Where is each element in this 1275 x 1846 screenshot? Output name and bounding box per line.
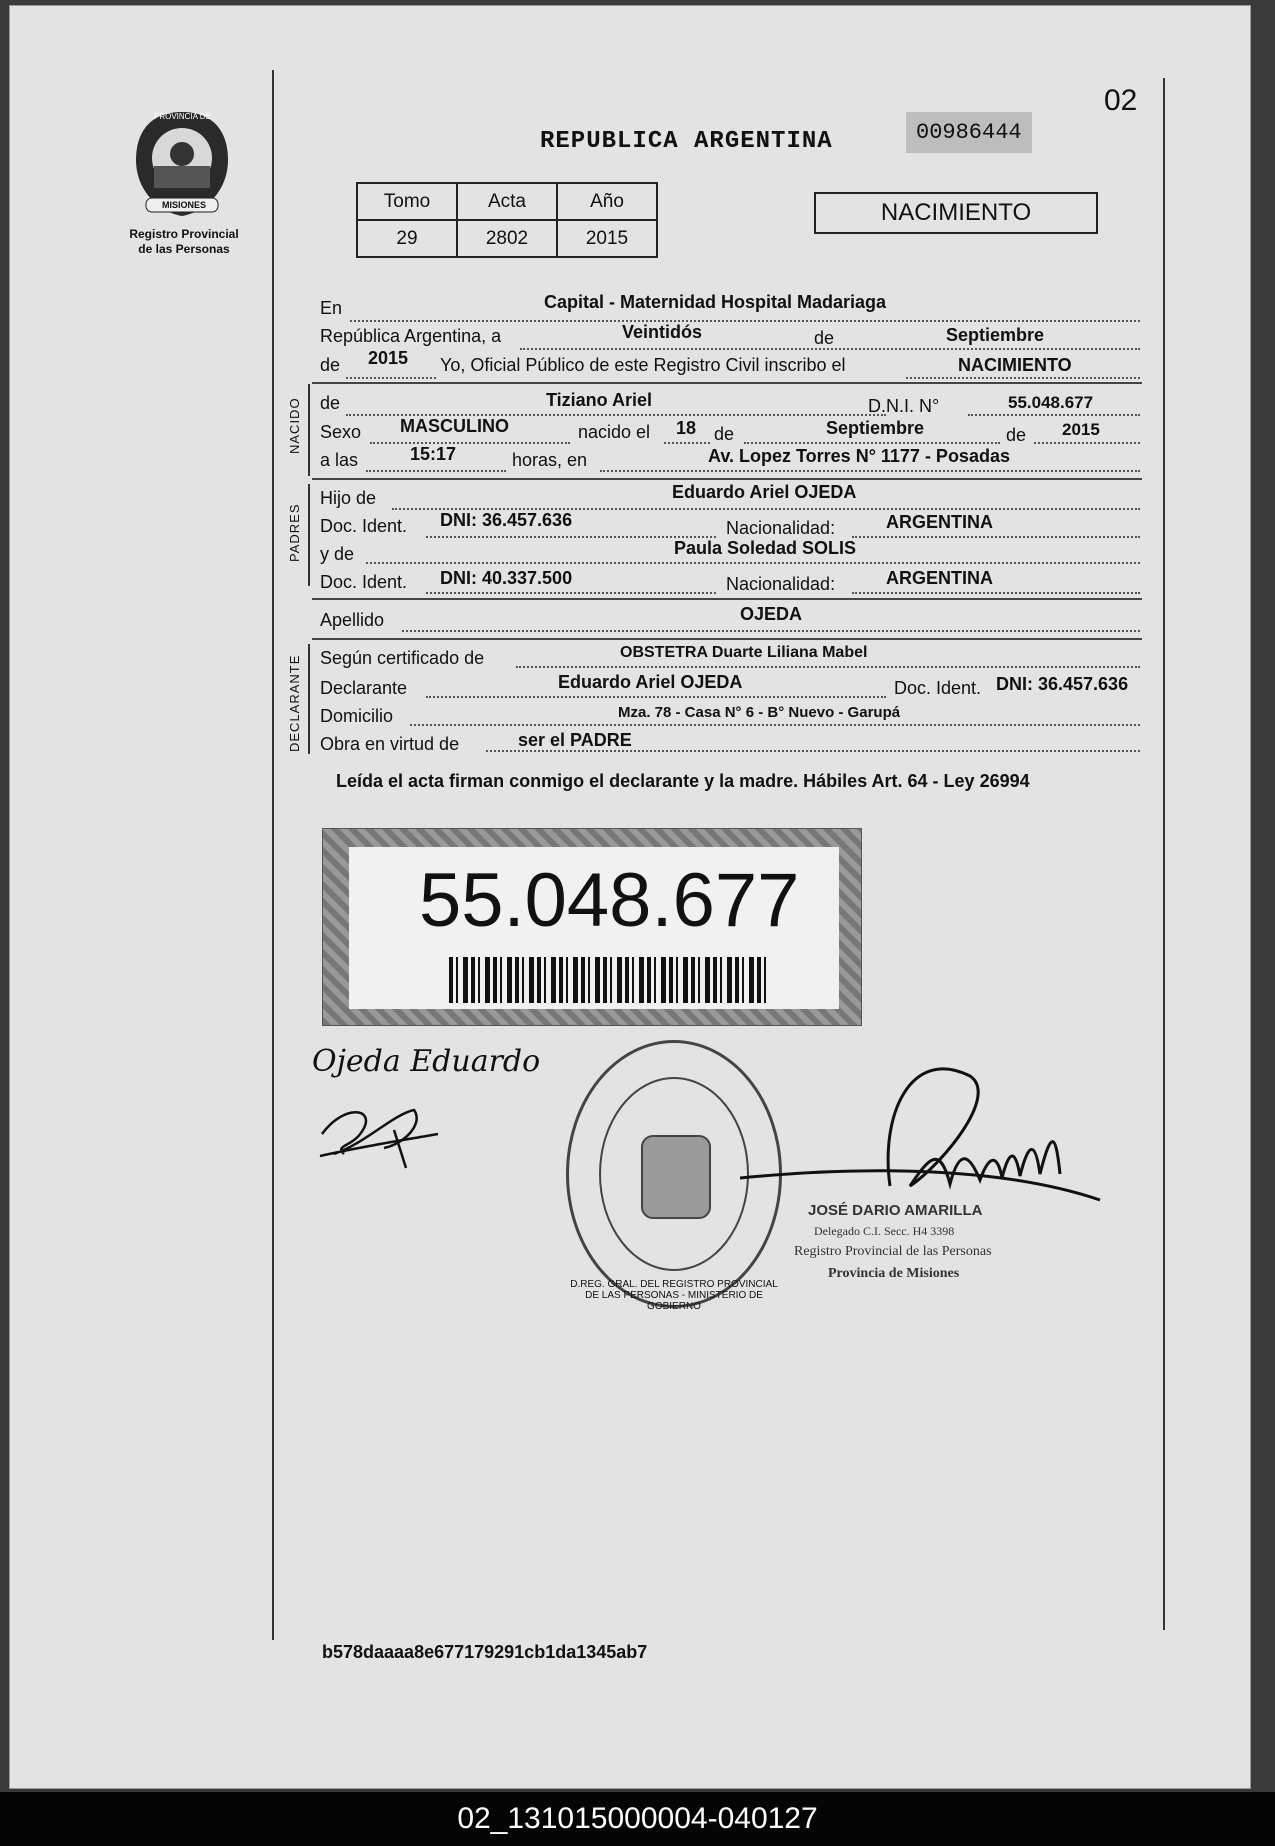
label-domicilio: Domicilio (320, 706, 394, 726)
label-republica: República Argentina, a (320, 326, 502, 346)
section-separator (312, 638, 1142, 640)
label-sexo: Sexo (320, 422, 362, 442)
registry-line-1: Registro Provincial (129, 227, 239, 241)
father-signature: Ojeda Eduardo (312, 1044, 541, 1079)
footer-filename: 02_131015000004-040127 (457, 1802, 818, 1835)
side-label-nacido: NACIDO (287, 397, 302, 454)
dotted-line (600, 470, 1140, 472)
legal-note: Leída el acta firman conmigo el declarante y la madre. Hábiles Art. 64 - Ley 26994 (336, 771, 1030, 791)
sticker-label (349, 847, 839, 1009)
born-address: Av. Lopez Torres N° 1177 - Posadas (708, 446, 1010, 466)
footer-bar (0, 1792, 1275, 1846)
mother-signature (314, 1094, 444, 1179)
label-nacido-el: nacido el (578, 422, 651, 442)
dotted-line (852, 536, 1140, 538)
dotted-line (906, 377, 1140, 379)
dotted-line (852, 592, 1140, 594)
act-day: Veintidós (622, 322, 703, 342)
declarant-certificate: OBSTETRA Duarte Liliana Mabel (620, 644, 868, 661)
side-label-declarante: DECLARANTE (287, 654, 302, 752)
logo-bottom-text: MISIONES (162, 200, 207, 210)
dni-sticker (322, 828, 862, 1026)
province-logo (132, 108, 232, 220)
section-separator (312, 598, 1142, 600)
act-place: Capital - Maternidad Hospital Madariaga (544, 292, 887, 312)
record-table (356, 182, 658, 258)
label-a-las: a las (320, 450, 359, 470)
label-de: de (814, 328, 835, 348)
left-margin-line (272, 70, 274, 1640)
section-bar (308, 384, 310, 476)
section-separator (312, 382, 1142, 384)
registry-label (120, 227, 248, 257)
dotted-line (350, 320, 1140, 322)
dotted-line (410, 724, 1140, 726)
dotted-line (426, 592, 716, 594)
section-bar (308, 644, 310, 754)
label-apellido: Apellido (320, 610, 385, 630)
label-nacionalidad: Nacionalidad: (726, 518, 836, 538)
dotted-line (370, 442, 570, 444)
logo-top-text: PROVINCIA DE (154, 112, 211, 121)
born-name: Tiziano Ariel (546, 390, 653, 410)
dotted-line (402, 630, 1140, 632)
label-de: de (714, 424, 735, 444)
label-de: de (320, 355, 341, 375)
label-de: de (1006, 425, 1027, 445)
mother-nationality: ARGENTINA (886, 568, 993, 588)
official-registry: Registro Provincial de las Personas (794, 1244, 992, 1259)
header-acta: Acta (457, 183, 557, 220)
born-month: Septiembre (826, 418, 925, 438)
header-tomo: Tomo (357, 183, 457, 220)
dotted-line (346, 377, 436, 379)
value-acta: 2802 (457, 220, 557, 257)
mother-name: Paula Soledad SOLIS (674, 538, 857, 558)
declarant-by-virtue: ser el PADRE (518, 730, 632, 750)
seal-emblem (641, 1135, 711, 1219)
document-title: REPUBLICA ARGENTINA (540, 128, 833, 155)
side-label-padres: PADRES (287, 503, 302, 562)
surname: OJEDA (740, 604, 803, 624)
label-doc-ident: Doc. Ident. (320, 516, 408, 536)
born-year: 2015 (1062, 420, 1100, 439)
act-event: NACIMIENTO (958, 355, 1072, 375)
dotted-line (516, 666, 1140, 668)
document-hash: b578daaaa8e677179291cb1da1345ab7 (322, 1642, 648, 1662)
label-hijo-de: Hijo de (320, 488, 377, 508)
dotted-line (744, 442, 1000, 444)
official-name: JOSÉ DARIO AMARILLA (808, 1202, 983, 1219)
label-de: de (320, 393, 341, 413)
dotted-line (366, 562, 1140, 564)
father-name: Eduardo Ariel OJEDA (672, 482, 857, 502)
father-nationality: ARGENTINA (886, 512, 993, 532)
label-dni: D.N.I. N° (868, 396, 940, 416)
value-anio: 2015 (557, 220, 657, 257)
declarant-doc: DNI: 36.457.636 (996, 674, 1129, 694)
section-separator (312, 478, 1142, 480)
dotted-line (1034, 442, 1140, 444)
serial-number: 00986444 (906, 112, 1032, 153)
sticker-number: 55.048.677 (419, 858, 800, 943)
official-role: Delegado C.I. Secc. H4 3398 (814, 1224, 955, 1238)
header-anio: Año (557, 183, 657, 220)
born-sex: MASCULINO (400, 416, 509, 436)
seal-text: D.REG. GRAL. DEL REGISTRO PROVINCIAL DE LAS PERSONAS - MINISTERIO DE GOBIERNO (570, 1279, 778, 1312)
born-time: 15:17 (410, 444, 457, 464)
label-nacionalidad: Nacionalidad: (726, 574, 836, 594)
declarant-name: Eduardo Ariel OJEDA (558, 672, 743, 692)
label-y-de: y de (320, 544, 355, 564)
label-segun: Según certificado de (320, 648, 485, 668)
label-doc-ident: Doc. Ident. (894, 678, 982, 698)
declarant-address: Mza. 78 - Casa N° 6 - B° Nuevo - Garupá (618, 704, 901, 721)
label-horas-en: horas, en (512, 450, 588, 470)
dotted-line (664, 442, 710, 444)
act-year: 2015 (368, 348, 409, 368)
label-en: En (320, 298, 343, 318)
born-day: 18 (676, 418, 697, 438)
right-margin-line (1163, 78, 1165, 1630)
label-obra: Obra en virtud de (320, 734, 460, 754)
mother-doc: DNI: 40.337.500 (440, 568, 573, 588)
page-number: 02 (1104, 84, 1138, 117)
dotted-line (366, 470, 506, 472)
official-province: Provincia de Misiones (828, 1266, 960, 1281)
dotted-line (426, 536, 716, 538)
dotted-line (968, 414, 1140, 416)
record-type-box: NACIMIENTO (814, 192, 1098, 234)
registry-line-2: de las Personas (138, 242, 230, 256)
dotted-line (426, 696, 886, 698)
section-bar (308, 484, 310, 586)
barcode (449, 957, 769, 1003)
label-yo: Yo, Oficial Público de este Registro Civil inscribo el (440, 355, 846, 375)
act-month: Septiembre (946, 325, 1045, 345)
father-doc: DNI: 36.457.636 (440, 510, 573, 530)
born-dni: 55.048.677 (1008, 393, 1094, 412)
value-tomo: 29 (357, 220, 457, 257)
label-declarante: Declarante (320, 678, 408, 698)
label-doc-ident: Doc. Ident. (320, 572, 408, 592)
